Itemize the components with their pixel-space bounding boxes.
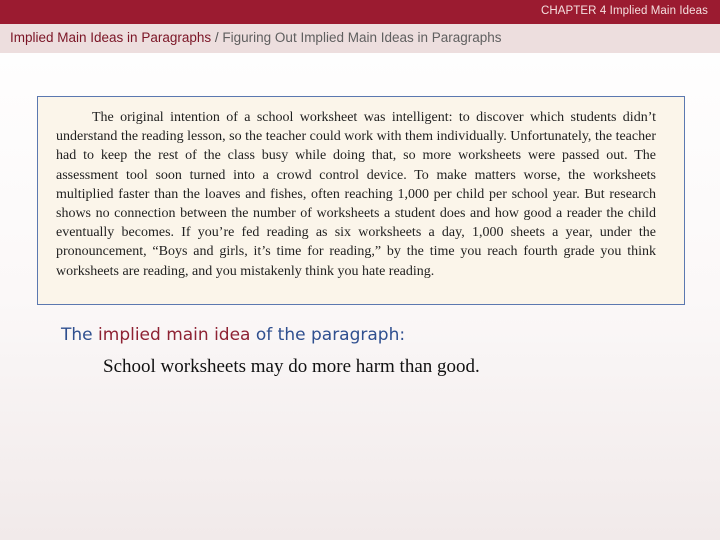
chapter-header-bar xyxy=(0,0,720,24)
breadcrumb-separator: / xyxy=(214,30,219,45)
breadcrumb-subsection: Figuring Out Implied Main Ideas in Paragraphs xyxy=(222,30,502,45)
breadcrumb-section: Implied Main Ideas in Paragraphs xyxy=(10,30,212,45)
chapter-title: CHAPTER 4 Implied Main Ideas xyxy=(540,5,708,17)
label-end: of the paragraph: xyxy=(250,325,406,345)
implied-main-idea-answer: School worksheets may do more harm than good. xyxy=(103,356,480,377)
passage-box xyxy=(37,96,685,305)
label-accent: implied main idea xyxy=(98,325,251,345)
passage-text: The original intention of a school worksheet was intelligent: to discover which students didn’t understand the reading lesson, so the teacher could work with them individually. Unfortunately, the teacher had to keep the rest of the class busy while doing that, so more worksheets were passed out. The assessment tool soon turned into a crowd control device. To make matters worse, the worksheets multiplied faster than the loaves and fishes, often reaching 1,000 per child per school year. But research shows no connection between the number of worksheets a student does and how good a reader the child eventually becomes. If you’re fed reading as six worksheets a day, 1,000 sheets a year, under the pronouncement, “Boys and girls, it’s time for reading,” by the time you reach fourth grade you think worksheets are reading, and you mistakenly think you hate reading. xyxy=(56,110,656,279)
implied-main-idea-label xyxy=(61,325,405,345)
breadcrumb-bar xyxy=(0,24,720,53)
label-start: The xyxy=(61,325,99,345)
breadcrumb xyxy=(10,30,502,45)
